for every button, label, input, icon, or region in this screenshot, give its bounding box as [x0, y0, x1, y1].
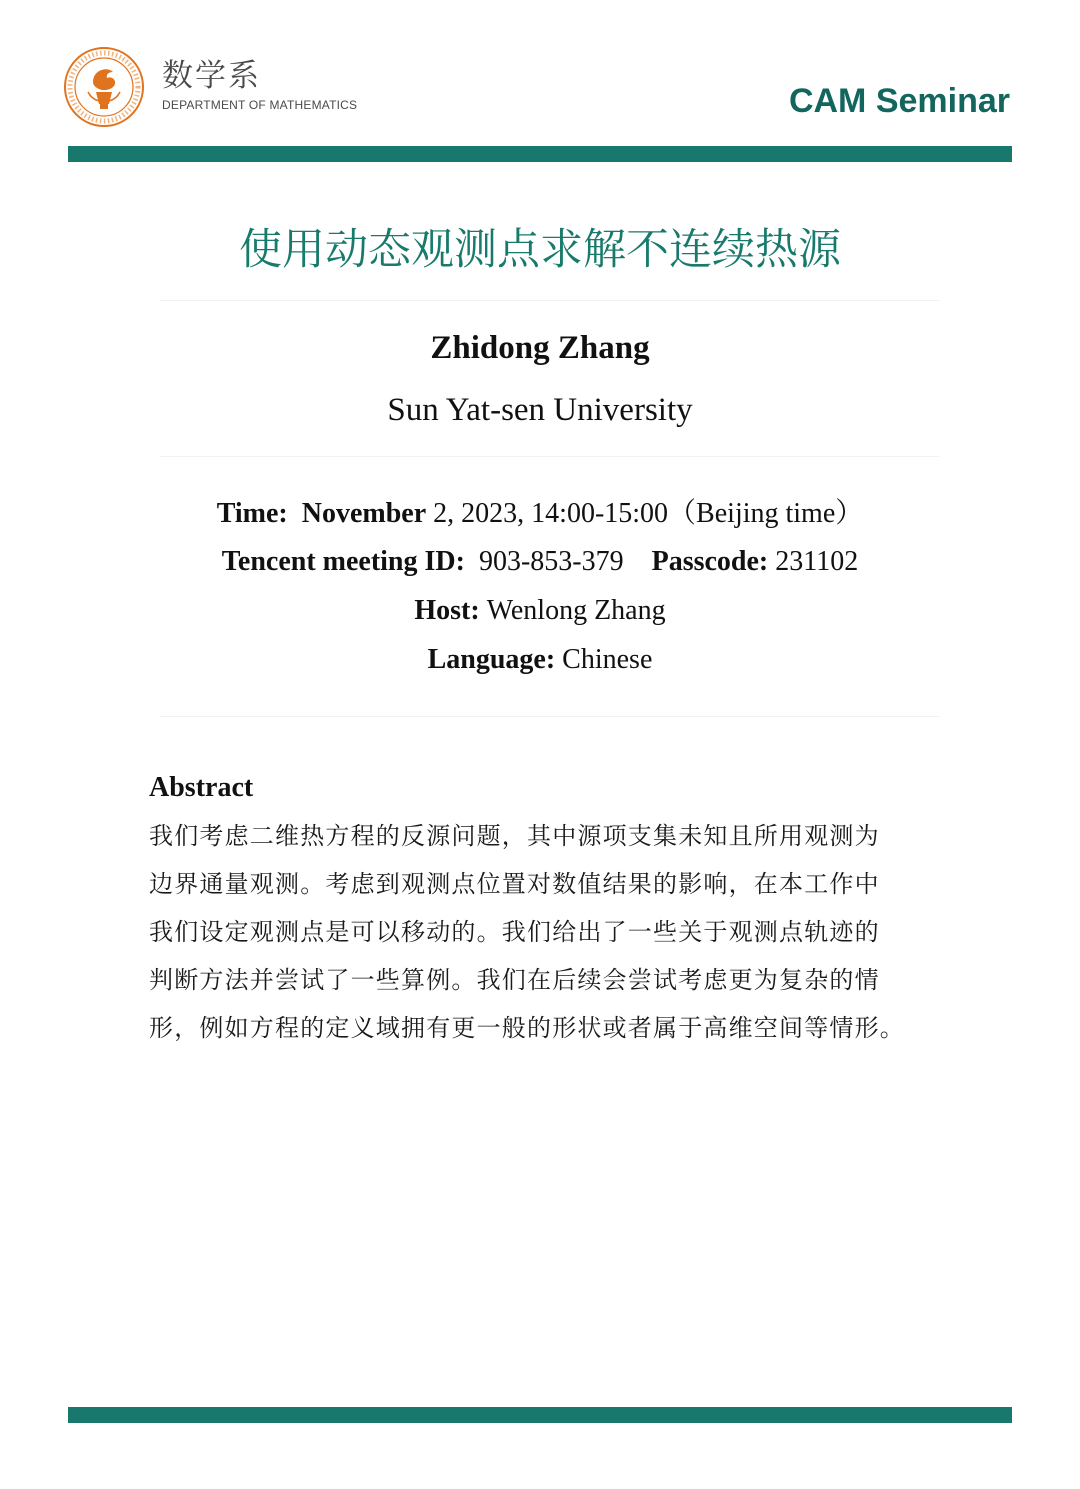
- speaker-name: Zhidong Zhang: [430, 330, 650, 366]
- language-label: Language:: [427, 644, 556, 675]
- passcode-label: Passcode:: [651, 546, 769, 577]
- abstract-line: 形，例如方程的定义域拥有更一般的形状或者属于高维空间等情形。: [149, 1014, 905, 1042]
- host-line: [0, 591, 1080, 631]
- abstract-line: 我们考虑二维热方程的反源问题，其中源项支集未知且所用观测为: [149, 822, 880, 850]
- department-name: [162, 58, 357, 112]
- abstract-body: [149, 812, 949, 1052]
- seminar-series-title: CAM Seminar: [788, 82, 1010, 120]
- talk-title: 使用动态观测点求解不连续热源: [239, 225, 841, 275]
- speaker-affiliation: Sun Yat-sen University: [387, 392, 693, 428]
- meeting-id-label: Tencent meeting ID:: [221, 546, 465, 577]
- host-name: Wenlong Zhang: [486, 595, 666, 626]
- divider: [160, 456, 940, 457]
- header: [0, 0, 1080, 150]
- language-value: Chinese: [562, 644, 653, 675]
- university-logo-icon: [63, 46, 145, 128]
- department-name-cn: 数学系: [162, 58, 261, 94]
- top-accent-bar: [68, 146, 1012, 162]
- abstract-heading: Abstract: [149, 772, 254, 803]
- meeting-id: 903-853-379: [478, 546, 624, 577]
- time-date: November: [301, 498, 427, 529]
- abstract-line: 边界通量观测。考虑到观测点位置对数值结果的影响，在本工作中: [149, 870, 880, 898]
- passcode: 231102: [775, 546, 859, 577]
- time-value: 2, 2023, 14:00-15:00（Beijing time）: [426, 498, 864, 529]
- divider: [160, 716, 940, 717]
- divider: [160, 300, 940, 301]
- language-line: [0, 640, 1080, 680]
- bottom-accent-bar: [68, 1407, 1012, 1423]
- host-label: Host:: [414, 595, 480, 626]
- time-line: [0, 494, 1080, 534]
- abstract-line: 我们设定观测点是可以移动的。我们给出了一些关于观测点轨迹的: [149, 918, 880, 946]
- abstract-line: 判断方法并尝试了一些算例。我们在后续会尝试考虑更为复杂的情: [149, 966, 880, 994]
- department-name-en: DEPARTMENT OF MATHEMATICS: [162, 98, 358, 112]
- time-label: Time:: [216, 498, 288, 529]
- meeting-line: [0, 542, 1080, 582]
